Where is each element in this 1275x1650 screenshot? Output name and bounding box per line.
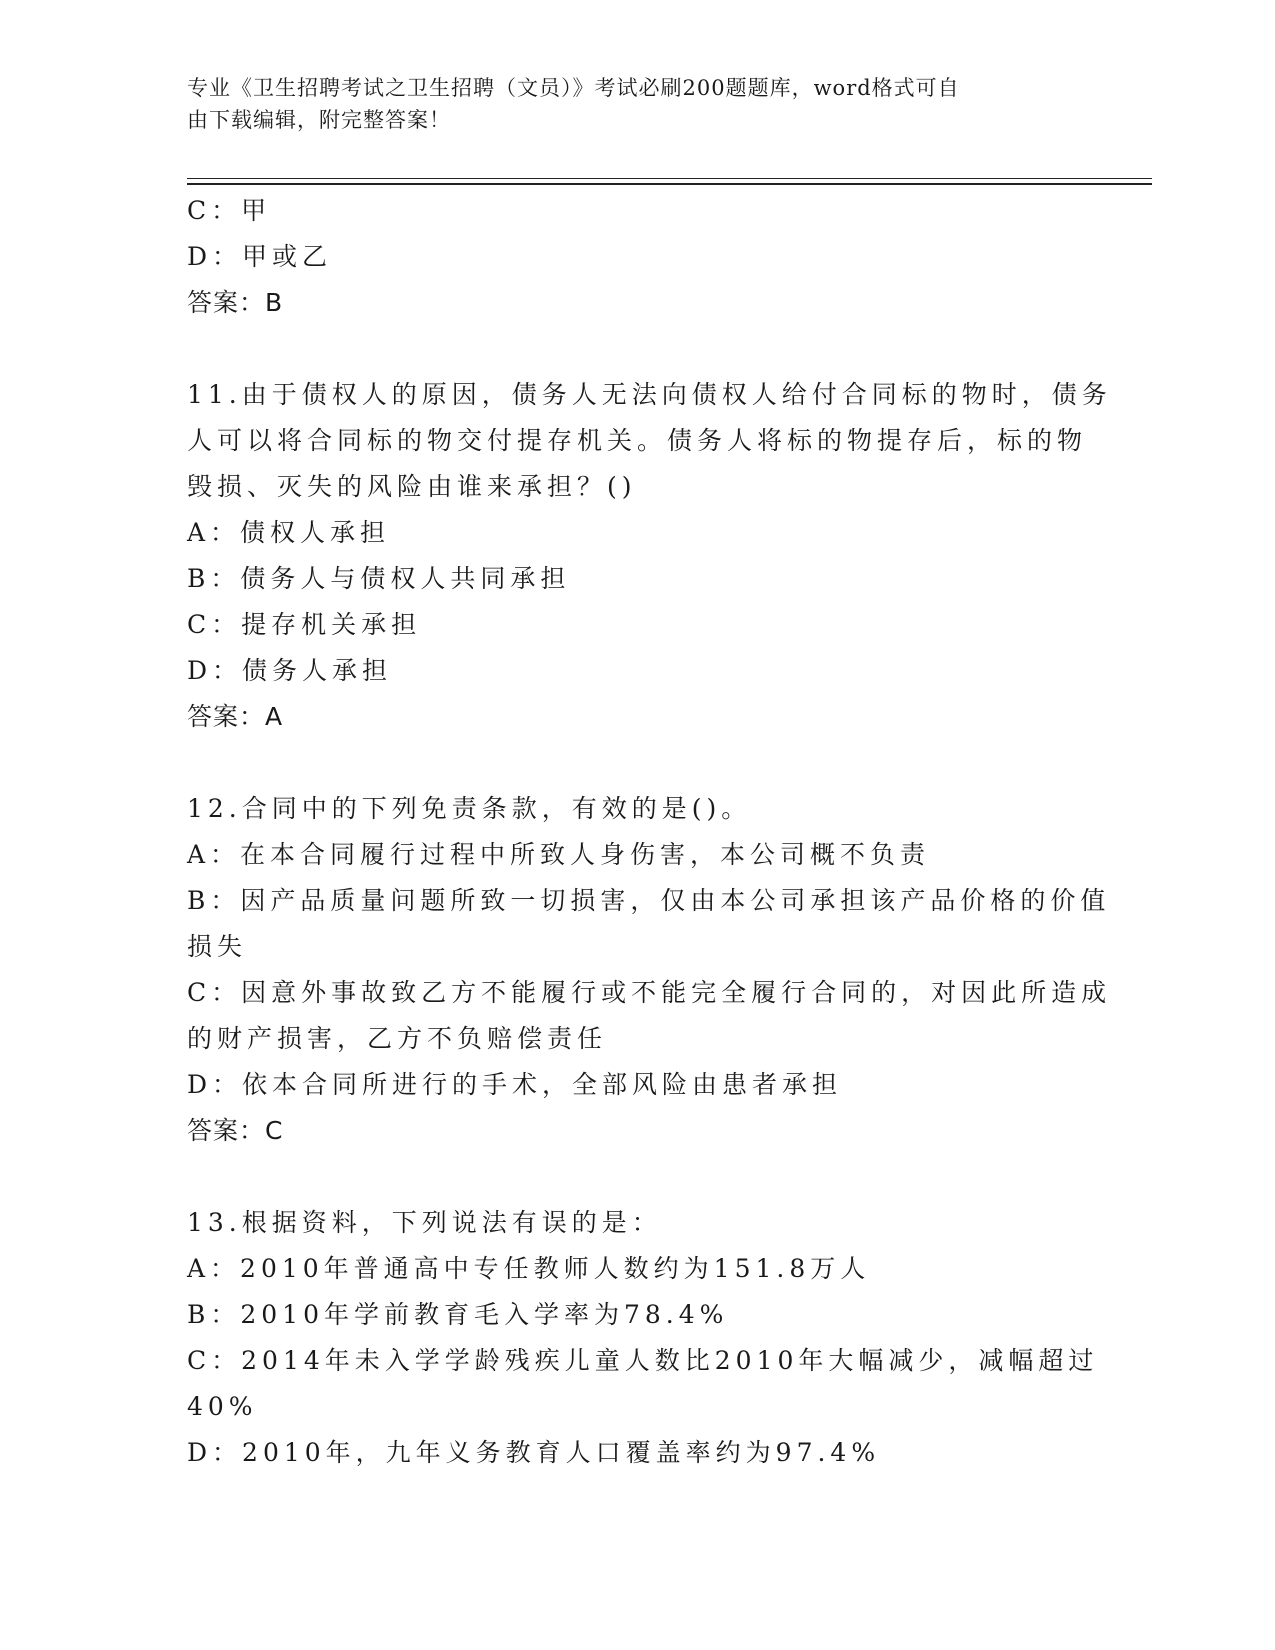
option-d: D：依本合同所进行的手术，全部风险由患者承担	[187, 1070, 843, 1099]
question-stem-line: 11.由于债权人的原因，债务人无法向债权人给付合同标的物时，债务	[187, 380, 1112, 409]
option-a: A：债权人承担	[187, 518, 391, 547]
document-body	[187, 188, 1112, 1476]
header-line-1: 专业《卫生招聘考试之卫生招聘（文员）》考试必刷200题题库，word格式可自	[187, 76, 960, 100]
question-stem: 12.合同中的下列免责条款，有效的是()。	[187, 794, 752, 823]
option-c-line-1: C：因意外事故致乙方不能履行或不能完全履行合同的，对因此所造成	[187, 978, 1112, 1007]
spacer	[187, 326, 1087, 372]
option-d: D：债务人承担	[187, 656, 393, 685]
answer-line: 答案：A	[187, 702, 284, 731]
question-13	[187, 1200, 1099, 1476]
question-stem-line: 人可以将合同标的物交付提存机关。债务人将标的物提存后，标的物	[187, 426, 1088, 455]
document-header	[187, 72, 1087, 136]
answer-line: 答案：C	[187, 1116, 284, 1145]
question-11	[187, 372, 1112, 740]
option-d: D：甲或乙	[187, 242, 333, 271]
question-10-tail	[187, 188, 1087, 326]
option-d: D：2010年，九年义务教育人口覆盖率约为97.4%	[187, 1438, 881, 1467]
question-12	[187, 786, 1112, 1154]
spacer	[187, 1154, 1087, 1200]
question-stem-line: 毁损、灭失的风险由谁来承担？()	[187, 472, 637, 501]
header-divider-thick	[187, 183, 1152, 185]
option-b-line-1: B：因产品质量问题所致一切损害，仅由本公司承担该产品价格的价值	[187, 886, 1111, 915]
header-line-2: 由下载编辑，附完整答案！	[187, 108, 451, 132]
header-divider-thin	[187, 178, 1152, 179]
spacer	[187, 740, 1087, 786]
option-c-line-2: 40%	[187, 1392, 258, 1421]
option-c-line-2: 的财产损害，乙方不负赔偿责任	[187, 1024, 608, 1053]
option-b: B：债务人与债权人共同承担	[187, 564, 571, 593]
option-c: C：甲	[187, 196, 272, 225]
option-a: A：2010年普通高中专任教师人数约为151.8万人	[187, 1254, 871, 1283]
option-b-line-2: 损失	[187, 932, 248, 961]
question-stem: 13.根据资料，下列说法有误的是：	[187, 1208, 662, 1237]
answer-line: 答案：B	[187, 288, 284, 317]
option-c-line-1: C：2014年未入学学龄残疾儿童人数比2010年大幅减少，减幅超过	[187, 1346, 1099, 1375]
option-b: B：2010年学前教育毛入学率为78.4%	[187, 1300, 729, 1329]
option-a: A：在本合同履行过程中所致人身伤害，本公司概不负责	[187, 840, 931, 869]
option-c: C：提存机关承担	[187, 610, 422, 639]
